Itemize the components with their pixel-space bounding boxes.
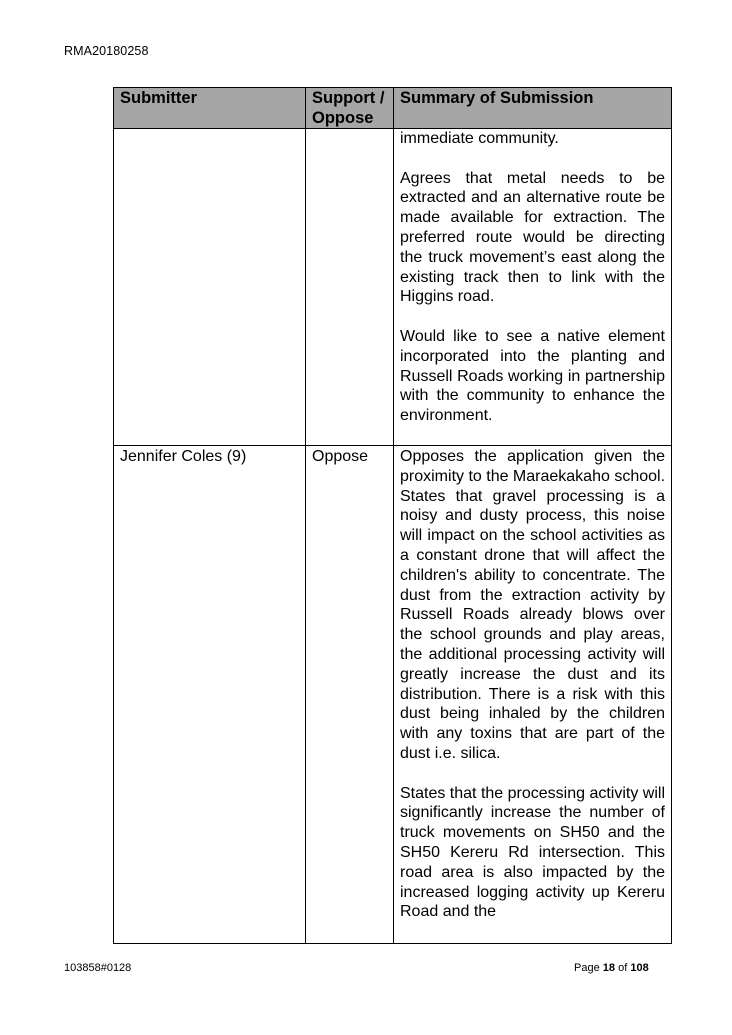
submissions-table bbox=[113, 87, 672, 944]
column-header-submitter: Submitter bbox=[114, 88, 306, 129]
page-total: 108 bbox=[630, 962, 649, 974]
position-cell bbox=[306, 129, 394, 446]
table-header-row bbox=[114, 88, 672, 129]
summary-paragraph: Opposes the application given the proximity to the Maraekakaho school. States that gravel processing is a noisy and dusty process, this noise will impact on the school activities as a constant drone that will affect the children's ability to concentrate. The dust from the extraction activity by Russell Roads already blows over the school grounds and play areas, the additional processing activity will greatly increase the dust and its distribution. There is a risk with this dust being inhaled by the children with any toxins that are part of the dust i.e. silica. bbox=[400, 448, 666, 762]
table-row bbox=[114, 129, 672, 446]
summary-paragraph: Agrees that metal needs to be extracted and an alternative route be made available for extraction. The preferred route would be directing the truck movement’s east along the existing track then to link with the Higgins road. bbox=[400, 169, 665, 306]
summary-paragraph: immediate community. bbox=[400, 130, 559, 147]
position-cell: Oppose bbox=[306, 446, 394, 944]
submitter-cell bbox=[114, 129, 306, 446]
page-current: 18 bbox=[602, 962, 616, 974]
footer-document-number: 103858#0128 bbox=[64, 962, 132, 974]
summary-paragraph: States that the processing activity will significantly increase the number of truck movements on SH50 and the SH50 Kereru Rd intersection. This road area is also impacted by the increased logging activity up Kereru Road and the bbox=[400, 784, 666, 921]
summary-cell bbox=[394, 129, 672, 446]
document-reference: RMA20180258 bbox=[64, 44, 149, 58]
column-header-support-oppose: Support / Oppose bbox=[306, 88, 394, 129]
page-label: Page bbox=[574, 962, 600, 974]
summary-paragraph: Would like to see a native element incorporated into the planting and Russell Roads working in partnership with the community to enhance the environment. bbox=[400, 327, 665, 425]
summary-cell bbox=[394, 446, 672, 944]
submitter-cell: Jennifer Coles (9) bbox=[114, 446, 306, 944]
column-header-summary: Summary of Submission bbox=[394, 88, 672, 129]
table-row bbox=[114, 446, 672, 944]
footer-page-number bbox=[574, 962, 649, 974]
page-of-label: of bbox=[618, 962, 628, 974]
